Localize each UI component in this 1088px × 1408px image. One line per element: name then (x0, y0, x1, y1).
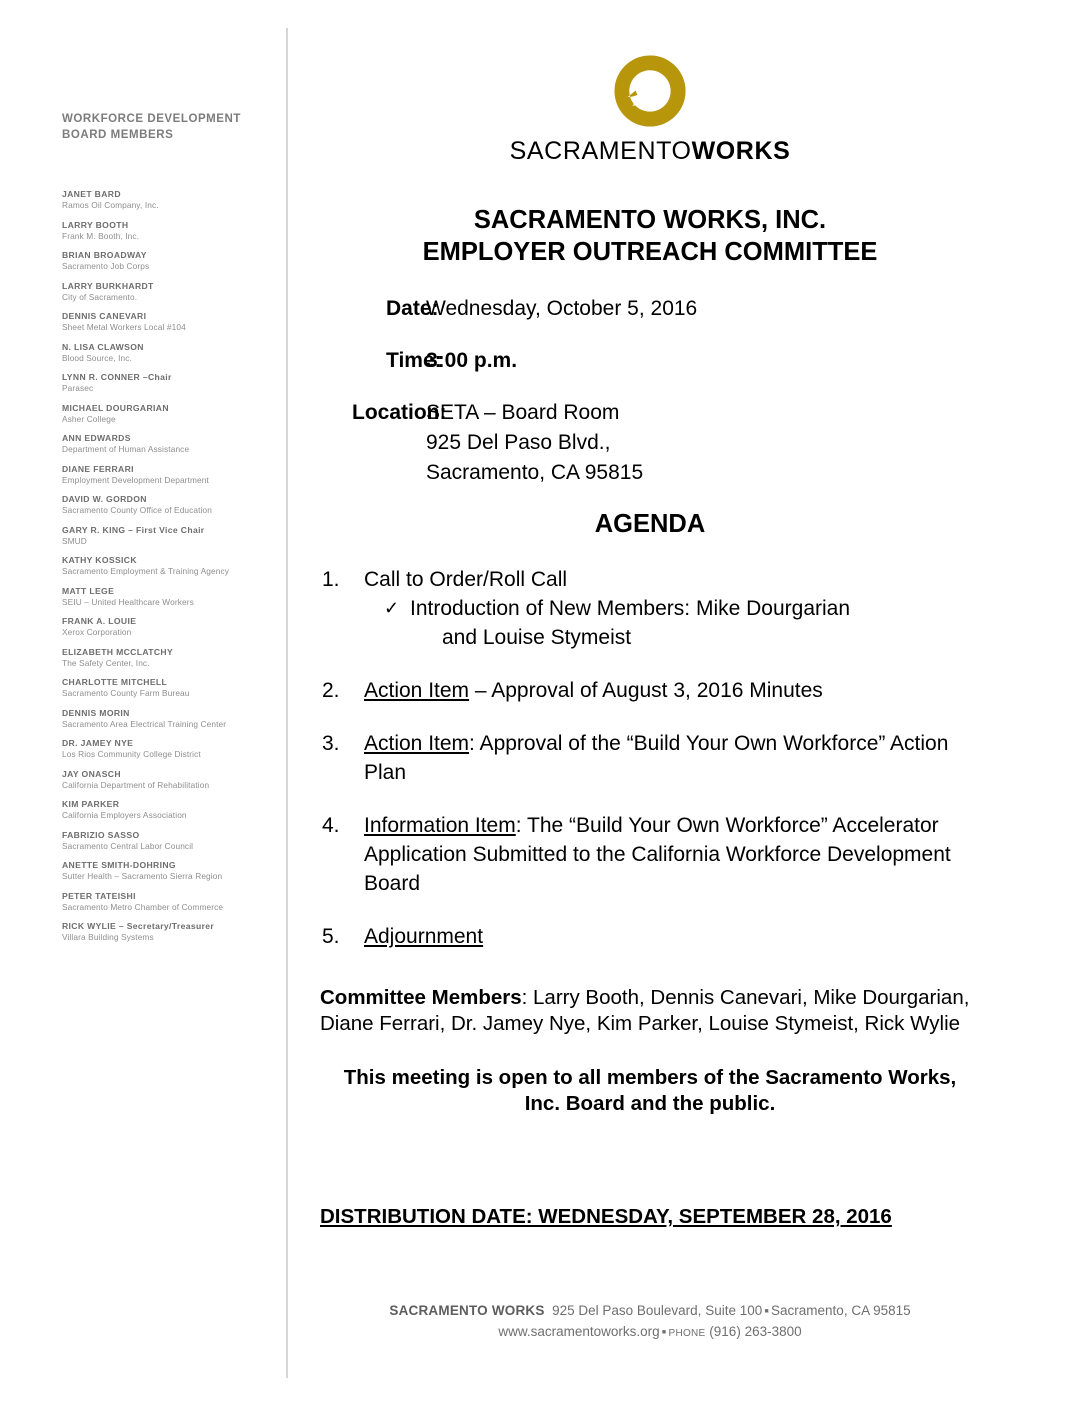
board-member-organization: Department of Human Assistance (62, 444, 190, 454)
board-member-entry (62, 464, 278, 486)
logo-wordmark-light: SACRAMENTO (509, 137, 692, 165)
board-member-organization: SMUD (62, 535, 87, 546)
agenda-item-5-type-label: Adjournment (364, 925, 484, 948)
board-member-name: N. LISA CLAWSON (62, 341, 144, 352)
meeting-location-value (426, 398, 1000, 488)
meeting-date-value: Wednesday, October 5, 2016 (426, 297, 698, 320)
board-member-entry (62, 586, 278, 608)
board-member-name: FRANK A. LOUIE (62, 616, 137, 626)
board-member-name: KATHY KOSSICK (62, 555, 137, 565)
agenda-item-2 (300, 676, 1000, 705)
agenda-item-1-subitem-text (410, 594, 994, 652)
board-member-organization: California Department of Rehabilitation (62, 779, 210, 790)
document-title-line1: SACRAMENTO WORKS, INC. (473, 206, 827, 234)
board-member-entry (62, 281, 278, 303)
location-line3: Sacramento, CA 95815 (426, 461, 644, 484)
agenda-item-1 (300, 565, 1000, 652)
footer-phone-number: (916) 263-3800 (709, 1324, 802, 1339)
board-member-organization: Sacramento Metro Chamber of Commerce (62, 901, 224, 912)
board-member-entry (62, 372, 278, 394)
page-footer (300, 1300, 1000, 1344)
agenda-item-4-text: : The “Build Your Own Workforce” Accelerator Application Submitted to the California Workforce Development Board (364, 814, 951, 895)
board-member-name: DR. JAMEY NYE (62, 738, 134, 748)
board-member-entry (62, 830, 278, 852)
board-member-organization: Sacramento County Office of Education (62, 505, 213, 515)
board-member-entry (62, 891, 278, 913)
board-member-entry (62, 525, 278, 547)
board-member-organization: Sacramento Area Electrical Training Center (62, 718, 227, 729)
board-member-entry (62, 769, 278, 791)
committee-members-label: Committee Members (320, 986, 522, 1009)
meeting-location-row (300, 398, 1000, 488)
board-member-entry (62, 250, 278, 272)
organization-logo-block (300, 0, 1000, 166)
committee-members-paragraph (300, 985, 1000, 1037)
agenda-heading: AGENDA (594, 510, 706, 538)
board-member-organization: Employment Development Department (62, 474, 209, 485)
sacramento-works-ring-logo-icon (613, 54, 687, 128)
footer-phone-label: PHONE (668, 1328, 706, 1339)
logo-wordmark-bold: WORKS (691, 137, 791, 165)
board-member-entry (62, 860, 278, 882)
agenda-item-5 (300, 922, 1000, 951)
agenda-item-2-text: – Approval of August 3, 2016 Minutes (469, 679, 823, 702)
agenda-item-3-body (364, 729, 1000, 787)
agenda-item-4-type-label: Information Item (364, 814, 516, 837)
agenda-item-4-body (364, 811, 1000, 898)
board-member-organization: Sheet Metal Workers Local #104 (62, 322, 186, 332)
meeting-date-row (300, 294, 1000, 324)
location-line2: 925 Del Paso Blvd., (426, 431, 611, 454)
agenda-item-1-text: Call to Order/Roll Call (364, 568, 568, 591)
document-title (300, 204, 1000, 268)
board-member-name: LARRY BURKHARDT (62, 280, 154, 291)
board-member-name: CHARLOTTE MITCHELL (62, 677, 168, 687)
footer-address: 925 Del Paso Boulevard, Suite 100 (552, 1303, 763, 1318)
meeting-time-value: 3:00 p.m. (426, 349, 518, 372)
board-member-organization: Sacramento Employment & Training Agency (62, 566, 230, 576)
main-content-column (300, 0, 1000, 1229)
board-member-name: DIANE FERRARI (62, 463, 134, 474)
board-member-name: FABRIZIO SASSO (62, 829, 140, 840)
footer-address-line (300, 1300, 1000, 1321)
agenda-item-3-text: : Approval of the “Build Your Own Workforce” Action Plan (364, 732, 949, 784)
sidebar-heading-line1: WORKFORCE DEVELOPMENT (62, 113, 241, 125)
agenda-item-5-body (364, 922, 1000, 951)
board-member-organization: Sacramento County Farm Bureau (62, 688, 190, 698)
agenda-item-2-number: 2. (322, 679, 340, 702)
board-member-name: KIM PARKER (62, 799, 120, 809)
meeting-location-label: Location: (352, 401, 447, 424)
board-member-entry (62, 220, 278, 242)
board-member-entry (62, 494, 278, 516)
board-member-entry (62, 403, 278, 425)
footer-contact-line (300, 1321, 1000, 1344)
board-member-name: MATT LEGE (62, 585, 115, 596)
board-member-entry (62, 616, 278, 638)
agenda-item-1-subitem-line1: Introduction of New Members: Mike Dourgarian (410, 597, 851, 620)
board-member-name: MICHAEL DOURGARIAN (62, 402, 169, 413)
board-member-organization: California Employers Association (62, 810, 187, 820)
board-member-name: ANETTE SMITH-DOHRING (62, 860, 176, 870)
board-member-name: DAVID W. GORDON (62, 494, 147, 504)
board-member-organization: Sutter Health – Sacramento Sierra Region (62, 871, 223, 881)
footer-separator-2: ▪ (661, 1324, 667, 1339)
agenda-item-1-body (364, 565, 1000, 652)
board-member-organization: Parasec (62, 383, 94, 393)
agenda-item-3-type-label: Action Item (364, 732, 470, 755)
board-member-entry (62, 433, 278, 455)
meeting-time-row (300, 346, 1000, 376)
board-member-name: JANET BARD (62, 189, 121, 199)
agenda-item-2-body (364, 676, 1000, 705)
board-member-entry (62, 799, 278, 821)
footer-website[interactable]: www.sacramentoworks.org (498, 1324, 660, 1339)
board-member-organization: Ramos Oil Company, Inc. (62, 200, 159, 210)
board-member-name: ANN EDWARDS (62, 433, 131, 443)
board-member-organization: Sacramento Central Labor Council (62, 840, 194, 851)
board-member-entry (62, 677, 278, 699)
board-member-entry (62, 189, 278, 211)
board-member-list (62, 189, 278, 943)
board-member-organization: Sacramento Job Corps (62, 261, 150, 271)
committee-members-names: : Larry Booth, Dennis Canevari, Mike Dourgarian, Diane Ferrari, Dr. Jamey Nye, Kim Parker, Louise Stymeist, Rick Wylie (320, 986, 970, 1035)
sidebar-heading (62, 112, 278, 143)
agenda-item-3-number: 3. (322, 732, 340, 755)
board-member-organization: Asher College (62, 413, 116, 424)
board-member-organization: Xerox Corporation (62, 627, 132, 637)
board-member-name: LYNN R. CONNER –Chair (62, 372, 172, 382)
board-member-entry (62, 342, 278, 364)
footer-separator-1: ▪ (764, 1303, 770, 1318)
board-member-entry (62, 647, 278, 669)
agenda-item-2-type-label: Action Item (364, 679, 470, 702)
board-member-name: DENNIS CANEVARI (62, 311, 147, 321)
board-member-entry (62, 555, 278, 577)
board-member-name: LARRY BOOTH (62, 219, 129, 230)
board-member-name: RICK WYLIE – Secretary/Treasurer (62, 921, 215, 931)
checkmark-icon: ✓ (384, 598, 400, 618)
board-member-organization: The Safety Center, Inc. (62, 657, 150, 668)
footer-brand: SACRAMENTO WORKS (389, 1303, 545, 1318)
board-member-organization: City of Sacramento. (62, 291, 138, 302)
board-member-name: JAY ONASCH (62, 768, 121, 779)
board-member-entry (62, 311, 278, 333)
agenda-item-1-subitem-line2: and Louise Stymeist (442, 626, 632, 649)
agenda-item-5-number: 5. (322, 925, 340, 948)
document-title-line2: EMPLOYER OUTREACH COMMITTEE (422, 238, 878, 266)
board-member-name: PETER TATEISHI (62, 890, 136, 901)
agenda-item-1-number: 1. (322, 568, 340, 591)
board-member-name: DENNIS MORIN (62, 707, 130, 718)
board-member-entry (62, 738, 278, 760)
board-member-entry (62, 921, 278, 943)
location-line1: SETA – Board Room (426, 401, 620, 424)
board-member-organization: Blood Source, Inc. (62, 352, 132, 363)
board-member-organization: Los Rios Community College District (62, 749, 201, 759)
meeting-date-label: Date: (386, 297, 439, 320)
agenda-item-1-subitem (364, 594, 994, 652)
board-member-organization: Frank M. Booth, Inc. (62, 230, 140, 241)
public-meeting-notice: This meeting is open to all members of the Sacramento Works, Inc. Board and the public. (343, 1066, 957, 1115)
board-member-entry (62, 708, 278, 730)
meeting-time-label: Time: (386, 349, 442, 372)
board-member-name: BRIAN BROADWAY (62, 250, 147, 260)
distribution-date: DISTRIBUTION DATE: WEDNESDAY, SEPTEMBER 28, 2016 (320, 1205, 892, 1228)
logo-wordmark (300, 137, 1000, 166)
column-divider-rule (286, 28, 288, 1378)
footer-city: Sacramento, CA 95815 (771, 1303, 911, 1318)
agenda-item-3 (300, 729, 1000, 787)
board-member-name: ELIZABETH MCCLATCHY (62, 646, 174, 657)
board-members-sidebar (62, 112, 278, 952)
agenda-item-4-number: 4. (322, 814, 340, 837)
board-member-name: GARY R. KING – First Vice Chair (62, 524, 205, 535)
sidebar-heading-line2: BOARD MEMBERS (62, 128, 174, 141)
agenda-item-4 (300, 811, 1000, 898)
board-member-organization: SEIU – United Healthcare Workers (62, 596, 194, 607)
board-member-organization: Villara Building Systems (62, 932, 154, 942)
meeting-details-block (300, 294, 1000, 488)
